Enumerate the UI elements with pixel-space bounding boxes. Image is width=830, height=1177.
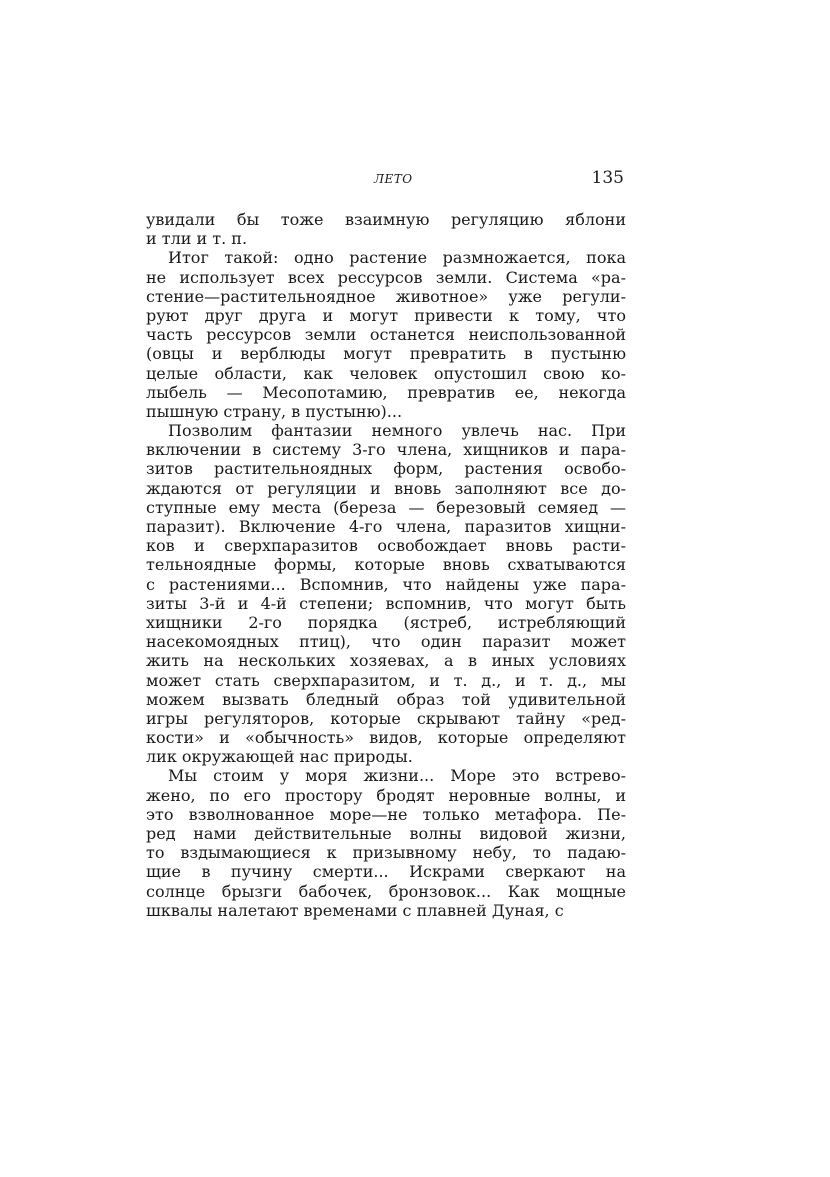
text-line: игры регуляторов, которые скрывают тайну «ред- — [146, 708, 626, 728]
text-line: ков и сверхпаразитов освобождает вновь расти- — [146, 536, 626, 556]
text-line: Позволим фантазии немного увлечь нас. При — [168, 421, 626, 441]
page-number: 135 — [591, 168, 624, 188]
text-line: жено, по его простору бродят неровные волны, и — [146, 785, 626, 805]
text-line: солнце брызги бабочек, бронзовок... Как мощные — [146, 881, 626, 901]
text-line: лик окружающей нас природы. — [146, 747, 413, 767]
text-line: зитов растительноядных форм, растения освобо- — [146, 459, 626, 479]
paragraph — [146, 421, 626, 766]
body-text — [146, 210, 626, 920]
text-line: увидали бы тоже взаимную регуляцию яблони — [146, 210, 626, 229]
paragraph — [146, 248, 626, 421]
text-line: ждаются от регуляции и вновь заполняют все до- — [146, 478, 626, 498]
text-line: не использует всех рессурсов земли. Система «ра- — [146, 267, 626, 287]
text-line: целые области, как человек опустошил свою ко- — [146, 363, 626, 383]
text-line: пышную страну, в пустыню)... — [146, 401, 403, 421]
text-line: насекомоядных птиц), что один паразит может — [146, 632, 626, 652]
text-line: руют друг друга и могут привести к тому, что — [146, 305, 626, 325]
text-line: стение—растительноядное животное» уже регули- — [146, 286, 626, 306]
text-line: и тли и т. п. — [146, 229, 248, 249]
text-line: Мы стоим у моря жизни... Море это встрево- — [168, 766, 626, 786]
text-line: ред нами действительные волны видовой жизни, — [146, 824, 626, 843]
paragraph — [146, 210, 626, 248]
running-title: ЛЕТО — [374, 172, 413, 186]
text-line: шквалы налетают временами с плавней Дуная, с — [146, 900, 564, 920]
text-line: лыбель — Месопотамию, превратив ее, некогда — [146, 382, 626, 402]
text-line: паразит). Включение 4-го члена, паразитов хищни- — [146, 517, 626, 536]
text-line: то вздымающиеся к призывному небу, то падаю- — [146, 843, 626, 863]
text-line: жить на нескольких хозяевах, а в иных условиях — [146, 651, 626, 671]
running-header — [146, 168, 628, 194]
text-line: включении в систему 3-го члена, хищников и пара- — [146, 440, 626, 460]
text-line: кости» и «обычность» видов, которые определяют — [146, 728, 626, 748]
text-line: щие в пучину смерти... Искрами сверкают на — [146, 862, 626, 882]
text-line: можем вызвать бледный образ той удивительной — [146, 689, 626, 709]
text-line: Итог такой: одно растение размножается, пока — [168, 248, 626, 268]
paragraph — [146, 766, 626, 920]
text-line: зиты 3-й и 4-й степени; вспомнив, что могут быть — [146, 593, 626, 613]
text-line: с растениями... Вспомнив, что найдены уже пара- — [146, 574, 626, 594]
text-line: (овцы и верблюды могут превратить в пустыню — [146, 344, 626, 364]
text-line: это взволнованное море—не только метафора. Пе- — [146, 804, 626, 824]
text-line: тельноядные формы, которые вновь схватываются — [146, 555, 626, 575]
text-line: может стать сверхпаразитом, и т. д., и т. д., мы — [146, 670, 626, 690]
text-line: часть рессурсов земли останется неиспользованной — [146, 325, 626, 345]
text-line: ступные ему места (береза — березовый семяед — — [146, 497, 626, 517]
text-line: хищники 2-го порядка (ястреб, истребляющий — [146, 612, 626, 632]
